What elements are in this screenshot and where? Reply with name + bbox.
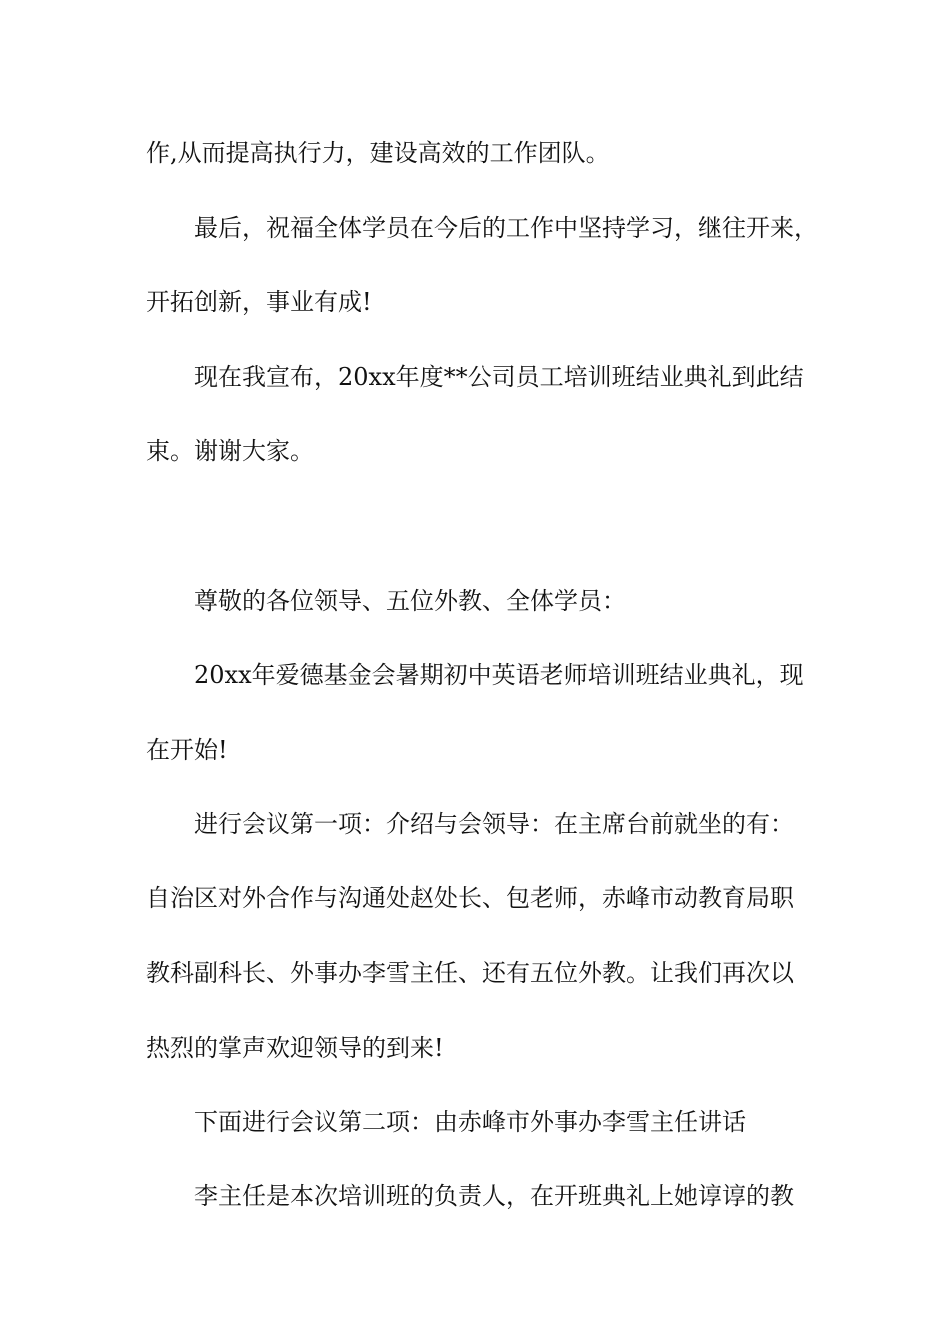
text-line: 进行会议第一项：介绍与会领导：在主席台前就坐的有： (194, 810, 794, 838)
text-line: 在开始! (146, 736, 228, 764)
text-line: 束。谢谢大家。 (146, 437, 314, 465)
text-line: 教科副科长、外事办李雪主任、还有五位外教。让我们再次以 (146, 959, 794, 987)
text-line: 作,从而提高执行力，建设高效的工作团队。 (146, 139, 610, 167)
text-line: 自治区对外合作与沟通处赵处长、包老师，赤峰市动教育局职 (146, 884, 794, 912)
text-line: 开拓创新，事业有成! (146, 288, 372, 316)
text-line: 尊敬的各位领导、五位外教、全体学员： (194, 587, 626, 615)
text-line: 20xx年爱德基金会暑期初中英语老师培训班结业典礼，现 (194, 661, 804, 689)
text-line: 热烈的掌声欢迎领导的到来! (146, 1034, 444, 1062)
text-line: 最后，祝福全体学员在今后的工作中坚持学习，继往开来， (194, 214, 818, 242)
text-line: 李主任是本次培训班的负责人，在开班典礼上她谆谆的教 (194, 1182, 794, 1210)
text-line: 下面进行会议第二项：由赤峰市外事办李雪主任讲话 (194, 1108, 746, 1136)
text-line: 现在我宣布，20xx年度**公司员工培训班结业典礼到此结 (194, 363, 804, 391)
